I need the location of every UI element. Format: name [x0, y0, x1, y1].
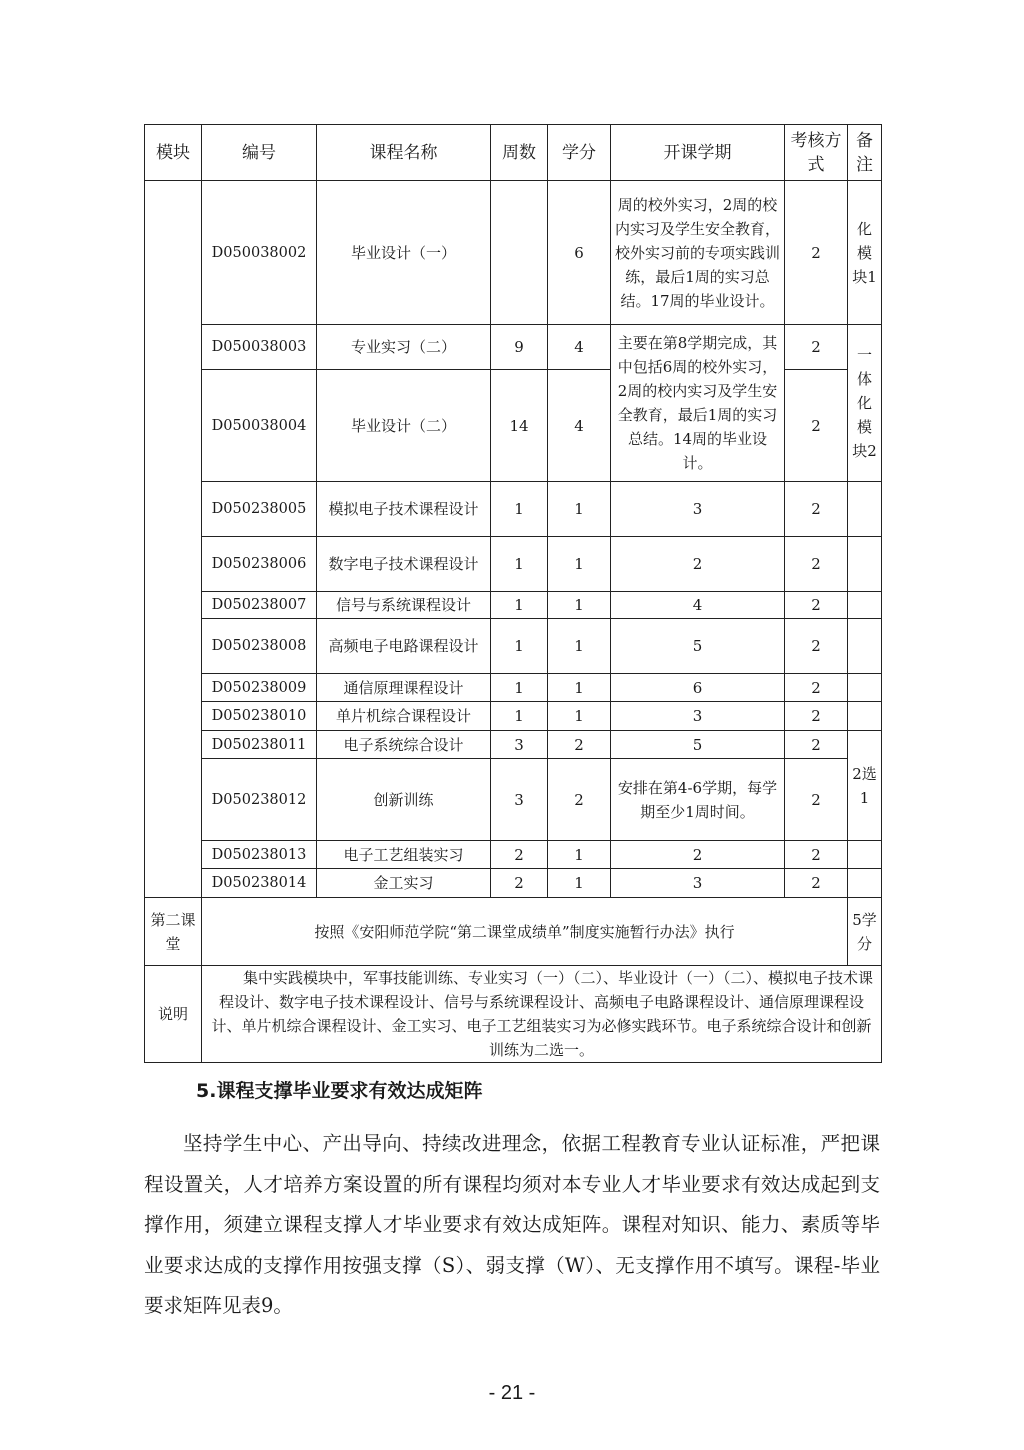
table-row [145, 731, 882, 759]
module-cell [145, 181, 202, 898]
course-weeks: 1 [491, 537, 548, 592]
header-code: 编号 [202, 125, 317, 181]
course-exam: 2 [785, 370, 848, 482]
course-weeks: 1 [491, 619, 548, 674]
course-credits: 4 [548, 370, 611, 482]
course-semester: 2 [611, 841, 785, 869]
second-classroom-remark: 5学分 [848, 898, 882, 966]
header-semester: 开课学期 [611, 125, 785, 181]
course-code: D050238011 [202, 731, 317, 759]
course-remark [848, 869, 882, 898]
course-code: D050238013 [202, 841, 317, 869]
course-semester: 主要在第8学期完成，其中包括6周的校外实习，2周的校内实习及学生安全教育，最后1周的实习总结。14周的毕业设计。 [611, 325, 785, 482]
table-row [145, 181, 882, 325]
course-code: D050238009 [202, 674, 317, 702]
explanation-row [145, 966, 882, 1063]
course-credits: 6 [548, 181, 611, 325]
course-exam: 2 [785, 619, 848, 674]
explanation-text: 集中实践模块中，军事技能训练、专业实习（一）（二）、毕业设计（一）（二）、模拟电子技术课程设计、数字电子技术课程设计、信号与系统课程设计、高频电子电路课程设计、通信原理课程设计、单片机综合课程设计、金工实习、电子工艺组装实习为必修实践环节。电子系统综合设计和创新训练为二选一。 [202, 966, 882, 1063]
table-row [145, 841, 882, 869]
course-code: D050238012 [202, 759, 317, 841]
course-semester: 2 [611, 537, 785, 592]
course-remark [848, 841, 882, 869]
header-remark: 备注 [848, 125, 882, 181]
course-remark: 化模块1 [848, 181, 882, 325]
course-name: 电子工艺组装实习 [317, 841, 491, 869]
second-classroom-label: 第二课堂 [145, 898, 202, 966]
course-credits: 1 [548, 841, 611, 869]
course-name: 模拟电子技术课程设计 [317, 482, 491, 537]
course-weeks: 1 [491, 702, 548, 731]
course-semester: 5 [611, 619, 785, 674]
course-name: 电子系统综合设计 [317, 731, 491, 759]
page-number: - 21 - [488, 1382, 536, 1404]
course-remark [848, 702, 882, 731]
table-row [145, 482, 882, 537]
course-weeks: 1 [491, 592, 548, 619]
course-code: D050038004 [202, 370, 317, 482]
course-name: 高频电子电路课程设计 [317, 619, 491, 674]
header-weeks: 周数 [491, 125, 548, 181]
course-name: 毕业设计（一） [317, 181, 491, 325]
second-classroom-text: 按照《安阳师范学院“第二课堂成绩单”制度实施暂行办法》执行 [202, 898, 848, 966]
course-credits: 4 [548, 325, 611, 370]
table-row [145, 759, 882, 841]
course-remark [848, 482, 882, 537]
course-semester: 安排在第4-6学期，每学期至少1周时间。 [611, 759, 785, 841]
header-exam: 考核方式 [785, 125, 848, 181]
course-weeks: 2 [491, 841, 548, 869]
course-weeks: 3 [491, 731, 548, 759]
course-credits: 2 [548, 731, 611, 759]
course-credits: 1 [548, 482, 611, 537]
course-weeks: 1 [491, 674, 548, 702]
course-remark [848, 592, 882, 619]
course-exam: 2 [785, 674, 848, 702]
course-credits: 1 [548, 537, 611, 592]
course-exam: 2 [785, 482, 848, 537]
table-row [145, 619, 882, 674]
course-semester: 6 [611, 674, 785, 702]
course-credits: 2 [548, 759, 611, 841]
course-name: 专业实习（二） [317, 325, 491, 370]
section-paragraph: 坚持学生中心、产出导向、持续改进理念，依据工程教育专业认证标准，严把课程设置关，人才培养方案设置的所有课程均须对本专业人才毕业要求有效达成起到支撑作用，须建立课程支撑人才毕业要求有效达成矩阵。课程对知识、能力、素质等毕业要求达成的支撑作用按强支撑（S）、弱支撑（W）、无支撑作用不填写。课程-毕业要求矩阵见表9。 [144, 1132, 880, 1317]
course-code: D050238008 [202, 619, 317, 674]
course-code: D050238005 [202, 482, 317, 537]
course-name: 通信原理课程设计 [317, 674, 491, 702]
course-exam: 2 [785, 759, 848, 841]
course-semester: 3 [611, 702, 785, 731]
table-row [145, 702, 882, 731]
course-semester: 3 [611, 869, 785, 898]
course-weeks [491, 181, 548, 325]
course-exam: 2 [785, 537, 848, 592]
course-code: D050238007 [202, 592, 317, 619]
table-row [145, 537, 882, 592]
course-code: D050238006 [202, 537, 317, 592]
course-code: D050238010 [202, 702, 317, 731]
course-exam: 2 [785, 181, 848, 325]
course-remark [848, 674, 882, 702]
course-credits: 1 [548, 869, 611, 898]
course-weeks: 14 [491, 370, 548, 482]
course-credits: 1 [548, 702, 611, 731]
table-row [145, 674, 882, 702]
table-header-row [145, 125, 882, 181]
course-semester: 周的校外实习，2周的校内实习及学生安全教育，校外实习前的专项实践训练，最后1周的实习总结。17周的毕业设计。 [611, 181, 785, 325]
course-exam: 2 [785, 325, 848, 370]
course-code: D050038002 [202, 181, 317, 325]
course-weeks: 1 [491, 482, 548, 537]
course-name: 信号与系统课程设计 [317, 592, 491, 619]
table-row [145, 592, 882, 619]
course-name: 毕业设计（二） [317, 370, 491, 482]
course-remark [848, 619, 882, 674]
header-module: 模块 [145, 125, 202, 181]
course-remark: 一体化模块2 [848, 325, 882, 482]
explanation-label: 说明 [145, 966, 202, 1063]
course-exam: 2 [785, 869, 848, 898]
course-weeks: 2 [491, 869, 548, 898]
course-name: 创新训练 [317, 759, 491, 841]
course-credits: 1 [548, 619, 611, 674]
header-name: 课程名称 [317, 125, 491, 181]
course-semester: 4 [611, 592, 785, 619]
course-remark [848, 537, 882, 592]
course-name: 数字电子技术课程设计 [317, 537, 491, 592]
section-heading: 5.课程支撑毕业要求有效达成矩阵 [196, 1080, 483, 1102]
course-exam: 2 [785, 702, 848, 731]
course-table [144, 124, 882, 1063]
course-weeks: 3 [491, 759, 548, 841]
table-row [145, 325, 882, 370]
course-code: D050038003 [202, 325, 317, 370]
course-code: D050238014 [202, 869, 317, 898]
table-row [145, 869, 882, 898]
course-exam: 2 [785, 841, 848, 869]
header-credits: 学分 [548, 125, 611, 181]
course-weeks: 9 [491, 325, 548, 370]
course-semester: 5 [611, 731, 785, 759]
course-exam: 2 [785, 592, 848, 619]
second-classroom-row [145, 898, 882, 966]
course-name: 单片机综合课程设计 [317, 702, 491, 731]
course-name: 金工实习 [317, 869, 491, 898]
course-exam: 2 [785, 731, 848, 759]
course-semester: 3 [611, 482, 785, 537]
course-credits: 1 [548, 592, 611, 619]
course-credits: 1 [548, 674, 611, 702]
course-remark: 2选1 [848, 731, 882, 841]
